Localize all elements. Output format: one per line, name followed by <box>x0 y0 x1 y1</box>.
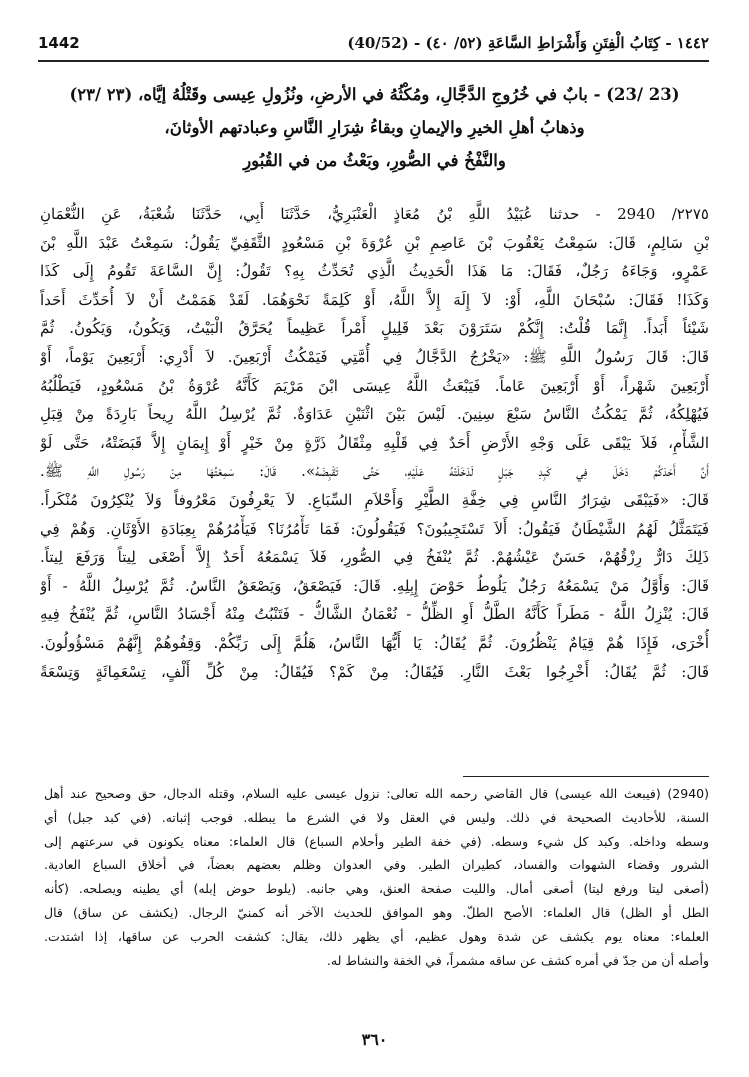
text-line: فَيَتَمَثَّلُ لَهُمُ الشَّيْطَانُ فَيَقُولُ: أَلاَ تَسْتَجِيبُونَ؟ فَيَقُولُونَ: فَمَا تَأْمُرُنَا؟ فَيَأْمُرُهُمْ بِعِبَادَةِ الأَوْثَانِ. وَهُمْ فِي <box>40 519 709 538</box>
page-number-latin: 1442 <box>38 34 80 52</box>
text-line: قَالَ: وَأَوَّلُ مَنْ يَسْمَعُهُ رَجُلٌ يَلُوطُ حَوْضَ إِبِلِهِ. قَالَ: فَيَصْعَقُ، وَيَصْعَقُ النَّاسُ. ثُمَّ يُرْسِلُ اللَّهُ - أَوْ <box>40 576 709 595</box>
text-line: ذَلِكَ دَارٌّ رِزْقُهُمْ، حَسَنٌ عَيْشُهُمْ. ثُمَّ يُنْفَخُ فِي الصُّورِ، فَلاَ يَسْمَعُهُ أَحَدٌ إِلاَّ أَصْغَى لِيتاً وَرَفَعَ لِيتاً. <box>40 548 709 567</box>
footnote-line: الطل أو الظل) قال العلماء: الأصح الطلّ. وهو الموافق للحديث الآخر أنه كمنيّ الرجال. (يكشف عن ساق) قال <box>44 904 709 920</box>
chapter-heading-line: والنَّفْخُ في الصُّورِ، وبَعْثُ من في القُبُورِ <box>243 151 506 170</box>
footnote-line: (2940) (فيبعث الله عيسى) قال القاضي رحمه الله تعالى: نزول عيسى عليه السلام، وقتله الدجال، حق وصحيح عند أهل <box>44 786 709 801</box>
chapter-heading-line: (23 /23) - بابٌ في خُرُوجِ الدَّجَّالِ، ومُكْثُهُ في الأرضِ، ونُزُولِ عِيسى وقَتْلُهُ إيَّاه، (٢٣ /٢٣) <box>69 85 680 104</box>
text-line: عَمْرٍو، وَجَاءَهُ رَجُلٌ، فَقَالَ: مَا هَذَا الْحَدِيثُ الَّذِي تُحَدِّثُ بِهِ؟ تَقُولُ: إِنَّ السَّاعَةَ تَقُومُ إِلَى كَذَا <box>40 262 709 281</box>
footnote-line: السنة، للأحاديث الصحيحة في ذلك. وليس في العقل ولا في الشرع ما يبطله. فوجب إثباته. (في كبد جبل) أي <box>44 809 709 825</box>
footnote-line: الشرور وقضاء الشهوات والفساد، كطيران الطير. وفي العدوان وظلم بعضهم بعضاً، في أخلاق السباع العادية. <box>44 857 709 873</box>
text-line: أَنَّ أَحَدَكُمْ دَخَلَ فِي كَبِدِ جَبَلٍ لَدَخَلَتْهُ عَلَيْهِ، حَتَّى تَقْبِضَهُ». قَالَ: سَمِعْتُهَا مِنْ رَسُولِ اللَّهِ ﷺ. <box>40 462 709 481</box>
page-number-arabic: ٣٦٠ <box>361 1030 388 1049</box>
footnote-line: (أصغى ليتا ورفع ليتا) أصغى أمال. والليت صفحة العنق، وهي جانبه. (يلوط حوض إبله) أي يطينه ويصلحه. (كأنه <box>44 881 709 897</box>
text-line: ٢٢٧٥/ 2940 - حدثنا عُبَيْدُ اللَّهِ بْنُ مُعَاذٍ الْعَنْبَرِيُّ، حَدَّثَنَا أَبِي، حَدَّثَنَا شُعْبَةُ، عَنِ النُّعْمَانِ <box>40 205 709 223</box>
text-line: قَالَ: ثُمَّ يُقَالُ: أَخْرِجُوا بَعْثَ النَّارِ. فَيُقَالُ: مِنْ كَمْ؟ فَيُقَالُ: مِنْ كُلِّ أَلْفٍ، تِسْعَمِائَةٍ وَتِسْعَةً <box>40 662 709 681</box>
footnote-line: العلماء: معناه يوم يكشف عن شدة وهول عظيم، أي يظهر ذلك، يقال: كشفت الحرب عن ساقها، إذا اشتدت. <box>44 928 709 944</box>
text-line: فَيُهْلِكُهُ، ثُمَّ يَمْكُثُ النَّاسُ سَبْعَ سِنِينَ. لَيْسَ بَيْنَ اثْنَيْنِ عَدَاوَةٌ. ثُمَّ يُرْسِلُ اللَّهُ رِيحاً بَارِدَةً مِنْ قِبَلِ <box>40 405 709 424</box>
running-header <box>38 26 709 62</box>
text-line: وَكَذَا! فَقَالَ: سُبْحَانَ اللَّهِ، أَوْ: لاَ إِلَهَ إِلاَّ اللَّهُ، أَوْ كَلِمَةً نَحْوَهُمَا. لَقَدْ هَمَمْتُ أَنْ لاَ أُحَدِّثَ أَحَداً <box>40 290 709 309</box>
hadith-text <box>40 200 709 686</box>
text-line: قَالَ: «فَيَبْقَى شِرَارُ النَّاسِ فِي خِفَّةِ الطَّيْرِ وَأَحْلاَمِ السِّبَاعِ. لاَ يَعْرِفُونَ مَعْرُوفاً وَلاَ يُنْكِرُونَ مُنْكَراً. <box>40 490 709 509</box>
footnote-divider <box>463 776 709 777</box>
text-line: شَيْئاً أَبَداً. إِنَّمَا قُلْتُ: إِنَّكُمْ سَتَرَوْنَ بَعْدَ قَلِيلٍ أَمْراً عَظِيماً يُحَرَّقُ الْبَيْتُ، وَيَكُونُ، وَيَكُونُ. ثُمَّ <box>40 319 709 338</box>
footnotes <box>44 782 709 972</box>
text-line: أَرْبَعِينَ شَهْراً، أَوْ أَرْبَعِينَ عَاماً. فَيَبْعَثُ اللَّهُ عِيسَى ابْنَ مَرْيَمَ كَأَنَّهُ عُرْوَةُ بْنُ مَسْعُودٍ، فَيَطْلُبُهُ <box>40 376 709 395</box>
footnote-line: وأصله أن من جدّ في أمره كشف عن ساقه مشمراً، في الخفة والنشاط له. <box>326 952 709 968</box>
footnote-line: وسطه وداخله. وكبد كل شيء وسطه. (في خفة الطير وأحلام السباع) قال العلماء: معناه يكونون في سرعتهم إلى <box>44 833 709 849</box>
text-line: بْنِ سَالِمٍ، قَالَ: سَمِعْتُ يَعْقُوبَ بْنَ عَاصِمِ بْنِ عُرْوَةَ بْنِ مَسْعُودٍ الثَّقَفِيِّ يَقُولُ: سَمِعْتُ عَبْدَ اللَّهِ بْنَ <box>40 233 709 252</box>
chapter-heading <box>40 78 709 177</box>
text-line: الشَّأْمِ، فَلاَ يَبْقَى عَلَى وَجْهِ الأَرْضِ أَحَدٌ فِي قَلْبِهِ مِثْقَالُ ذَرَّةٍ مِنْ خَيْرٍ أَوْ إِيمَانٍ إِلاَّ قَبَضَتْهُ، حَتَّى لَوْ <box>40 433 709 452</box>
text-line: قَالَ: قَالَ رَسُولُ اللَّهِ ﷺ: «يَخْرُجُ الدَّجَّالُ فِي أُمَّتِي فَيَمْكُثُ أَرْبَعِينَ. لاَ أَدْرِي: أَرْبَعِينَ يَوْماً، أَوْ <box>40 347 709 366</box>
text-line: قَالَ: يُنْزِلُ اللَّهُ - مَطَراً كَأَنَّهُ الطَّلُّ أَوِ الظِّلُّ - نُعْمَانُ الشَّاكُّ - فَتَنْبُتُ مِنْهُ أَجْسَادُ النَّاسِ، ثُمَّ يُنْفَخُ فِيهِ <box>40 605 709 624</box>
chapter-heading-line: وذهابُ أهلِ الخيرِ والإيمانِ وبقاءُ شِرَارِ النَّاسِ وعبادتهم الأوثانَ، <box>164 118 585 137</box>
text-line: أُخْرَى، فَإِذَا هُمْ قِيَامٌ يَنْظُرُونَ. ثُمَّ يُقَالُ: يَا أَيُّهَا النَّاسُ، هَلُمَّ إِلَى رَبِّكُمْ. وَقِفُوهُمْ إِنَّهُمْ مَسْؤُولُونَ. <box>40 633 709 652</box>
header-title: ١٤٤٢ - كِتَابُ الْفِتَنِ وَأَشْرَاطِ السَّاعَةِ (٥٢/ ٤٠) - (40/52) <box>347 34 709 52</box>
